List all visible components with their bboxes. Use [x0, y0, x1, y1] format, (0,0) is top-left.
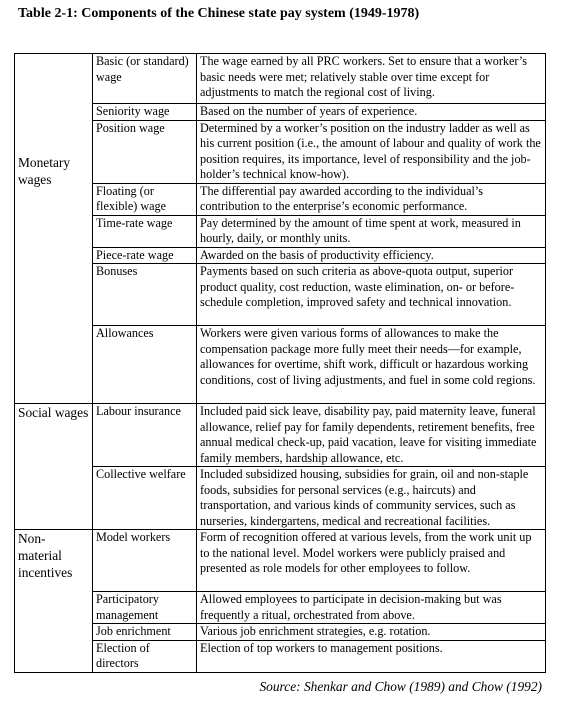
table-row: [15, 264, 546, 326]
component-cell: Piece-rate wage: [93, 247, 197, 264]
table-row: [15, 640, 546, 672]
component-cell: Basic (or standard) wage: [93, 54, 197, 104]
component-cell: Bonuses: [93, 264, 197, 326]
pay-system-table: [14, 53, 546, 673]
source-note: Source: Shenkar and Chow (1989) and Chow (1992): [259, 679, 542, 694]
component-cell: Position wage: [93, 120, 197, 183]
component-cell: Job enrichment: [93, 624, 197, 641]
component-cell: Election of directors: [93, 640, 197, 672]
component-cell: Labour insurance: [93, 404, 197, 467]
table-row: [15, 624, 546, 641]
component-cell: Seniority wage: [93, 104, 197, 121]
description-cell: Workers were given various forms of allowances to make the compensation package more fully meet their needs—for example, allowances for overtime, shift work, difficult or hazardous working conditions, cost of living adjustments, and fuel in some cold regions.: [197, 326, 546, 404]
description-cell: Included paid sick leave, disability pay, paid maternity leave, funeral allowance, relief pay for family dependents, retirement benefits, free annual medical check-up, paid vacation, leave for visiting immediate family members, hardship allowance, etc.: [197, 404, 546, 467]
component-cell: Collective welfare: [93, 467, 197, 530]
table-row: [15, 592, 546, 624]
table-row: [15, 54, 546, 104]
description-cell: Determined by a worker’s position on the industry ladder as well as his current position (i.e., the amount of labour and quality of work the position requires, its importance, level of responsibility and the job-holder’s technical know-how).: [197, 120, 546, 183]
description-cell: Election of top workers to management positions.: [197, 640, 546, 672]
table-row: [15, 120, 546, 183]
description-cell: Included subsidized housing, subsidies for grain, oil and non-staple foods, subsidies for personal services (e.g., haircuts) and transportation, and various kinds of community services, such as nurseries, kindergartens, medical and recreational facilities.: [197, 467, 546, 530]
category-cell-non-material-incentives: Non-material incentives: [15, 530, 93, 673]
category-cell-social-wages: Social wages: [15, 404, 93, 530]
description-cell: Awarded on the basis of productivity efficiency.: [197, 247, 546, 264]
table-row: [15, 104, 546, 121]
description-cell: Allowed employees to participate in decision-making but was frequently a ritual, orchestrated from above.: [197, 592, 546, 624]
category-cell-monetary-wages: Monetary wages: [15, 54, 93, 404]
description-cell: Various job enrichment strategies, e.g. rotation.: [197, 624, 546, 641]
component-cell: Model workers: [93, 530, 197, 592]
description-cell: Pay determined by the amount of time spent at work, measured in hourly, daily, or monthly units.: [197, 215, 546, 247]
description-cell: The differential pay awarded according to the individual’s contribution to the enterprise’s economic performance.: [197, 183, 546, 215]
component-cell: Time-rate wage: [93, 215, 197, 247]
component-cell: Floating (or flexible) wage: [93, 183, 197, 215]
table-row: [15, 247, 546, 264]
table-row: [15, 215, 546, 247]
table-row: [15, 530, 546, 592]
description-cell: The wage earned by all PRC workers. Set to ensure that a worker’s basic needs were met; relatively stable over time except for adjustments to match the regional cost of living.: [197, 54, 546, 104]
table-row: [15, 467, 546, 530]
table-row: [15, 404, 546, 467]
component-cell: Participatory management: [93, 592, 197, 624]
description-cell: Based on the number of years of experience.: [197, 104, 546, 121]
component-cell: Allowances: [93, 326, 197, 404]
table-title: Table 2-1: Components of the Chinese state pay system (1949-1978): [18, 6, 420, 21]
description-cell: Form of recognition offered at various levels, from the work unit up to the national level. Model workers were publicly praised and presented as role models for other employees to follow.: [197, 530, 546, 592]
table-row: [15, 183, 546, 215]
description-cell: Payments based on such criteria as above-quota output, superior product quality, cost reduction, waste elimination, on- or before-schedule completion, improved safety and technical innovation.: [197, 264, 546, 326]
table-row: [15, 326, 546, 404]
